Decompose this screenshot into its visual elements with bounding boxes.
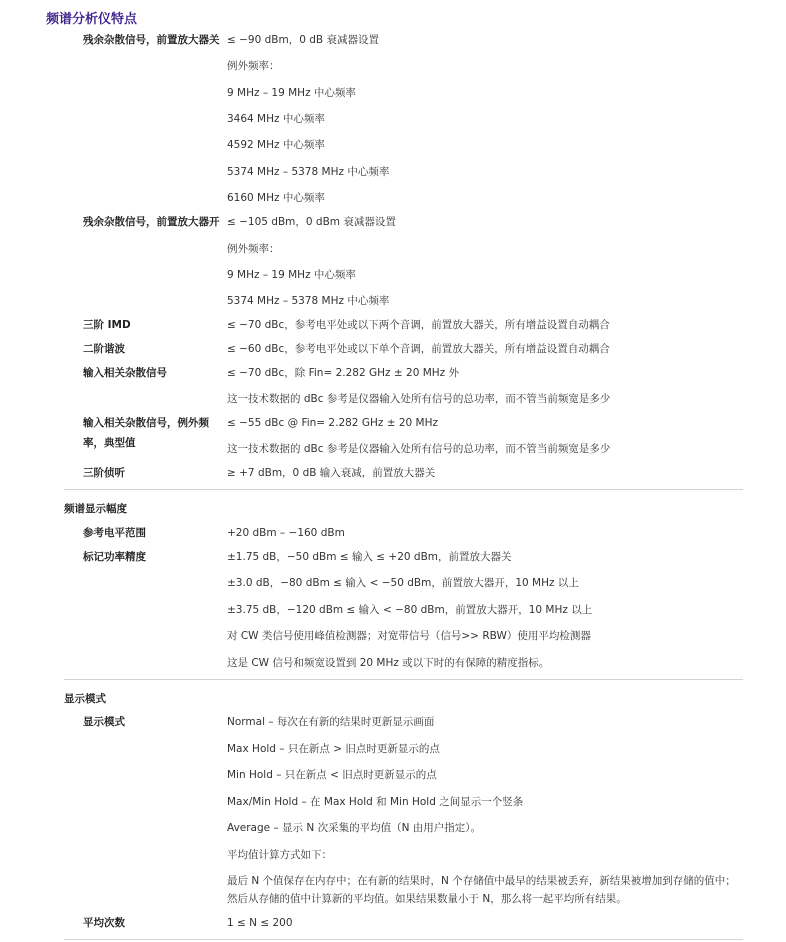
row-label-input-spur: 输入相关杂散信号 [83,367,167,379]
page-title: 频谱分析仪特点 [46,12,138,27]
row-value: 这是 CW 信号和频宽设置到 20 MHz 或以下时的有保障的精度指标。 [227,657,550,669]
row-value: 最后 N 个值保存在内存中；在有新的结果时，N 个存储值中最早的结果被丢弃，新结果被增加到存储的值中；然后从存储的值中计算新的平均值。如果结果数量小于 N，那么将一起平均所有结果。 [227,875,736,905]
row-value: 6160 MHz 中心频率 [227,192,325,204]
divider [64,489,743,490]
row-value: 1 ≤ N ≤ 200 [227,917,293,929]
row-label-ref-level-range: 参考电平范围 [83,527,146,539]
divider [64,679,743,680]
row-value: Min Hold – 只在新点 < 旧点时更新显示的点 [227,769,437,781]
row-label-residual-spur-on: 残余杂散信号，前置放大器开 [83,216,220,228]
row-value: 这一技术数据的 dBc 参考是仪器输入处所有信号的总功率，而不管当前频宽是多少 [227,393,611,405]
row-value: +20 dBm – −160 dBm [227,527,345,539]
row-value: 例外频率： [227,243,280,255]
row-value: 4592 MHz 中心频率 [227,139,325,151]
row-value: ≥ +7 dBm，0 dB 输入衰减，前置放大器关 [227,467,436,479]
row-value: ≤ −60 dBc，参考电平处或以下单个音调，前置放大器关，所有增益设置自动耦合 [227,343,610,355]
row-value: ±3.0 dB，−80 dBm ≤ 输入 < −50 dBm，前置放大器开，10 MHz 以上 [227,577,579,589]
row-value: ≤ −70 dBc，参考电平处或以下两个音调，前置放大器关，所有增益设置自动耦合 [227,319,610,331]
row-value: 9 MHz – 19 MHz 中心频率 [227,87,356,99]
row-value: ≤ −90 dBm，0 dB 衰减器设置 [227,34,379,46]
row-value: ≤ −70 dBc，除 Fin= 2.282 GHz ± 20 MHz 外 [227,367,460,379]
row-value: 9 MHz – 19 MHz 中心频率 [227,269,356,281]
row-label-second-harmonic: 二阶谐波 [83,343,125,355]
row-label-third-order-intercept: 三阶侦听 [83,467,125,479]
row-value: ±1.75 dB，−50 dBm ≤ 输入 ≤ +20 dBm，前置放大器关 [227,551,512,563]
row-label-display-mode: 显示模式 [83,716,125,728]
row-value: 这一技术数据的 dBc 参考是仪器输入处所有信号的总功率，而不管当前频宽是多少 [227,443,611,455]
row-value: 3464 MHz 中心频率 [227,113,325,125]
row-value: Max Hold – 只在新点 > 旧点时更新显示的点 [227,743,440,755]
row-label-input-spur-exception: 输入相关杂散信号，例外频率，典型值 [83,417,209,449]
row-value: 例外频率： [227,60,280,72]
row-label-residual-spur-off: 残余杂散信号，前置放大器关 [83,34,220,46]
row-value: 对 CW 类信号使用峰值检测器；对宽带信号（信号>> RBW）使用平均检测器 [227,630,591,642]
section-heading-amplitude: 频谱显示幅度 [64,503,127,515]
row-label-third-order-imd: 三阶 IMD [83,319,131,331]
row-value: 平均值计算方式如下： [227,849,332,861]
row-value: ±3.75 dB，−120 dBm ≤ 输入 < −80 dBm，前置放大器开，10 MHz 以上 [227,604,593,616]
row-value: Average – 显示 N 次采集的平均值（N 由用户指定）。 [227,822,482,834]
section-heading-display-mode: 显示模式 [64,693,106,705]
row-value: Max/Min Hold – 在 Max Hold 和 Min Hold 之间显示一个竖条 [227,796,524,808]
row-value: ≤ −105 dBm，0 dBm 衰减器设置 [227,216,396,228]
row-value: ≤ −55 dBc @ Fin= 2.282 GHz ± 20 MHz [227,417,439,429]
row-label-marker-power-accuracy: 标记功率精度 [83,551,146,563]
row-label-average-count: 平均次数 [83,917,125,929]
row-value: Normal – 每次在有新的结果时更新显示画面 [227,716,435,728]
divider [64,939,743,940]
row-value: 5374 MHz – 5378 MHz 中心频率 [227,295,390,307]
row-value: 5374 MHz – 5378 MHz 中心频率 [227,166,390,178]
